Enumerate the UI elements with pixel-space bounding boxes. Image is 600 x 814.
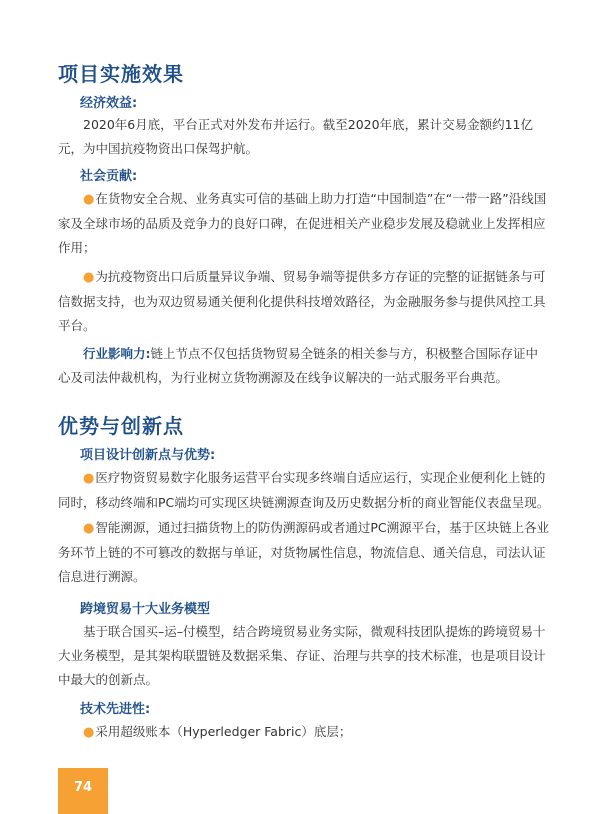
- bullet-text: 医疗物资贸易数字化服务运营平台实现多终端自适应运行，实现企业便利化上链的同时，移动终端和PC端均可实现区块链溯源查询及历史数据分析的商业智能仪表盘呈现。: [58, 470, 550, 510]
- bullet-text: 采用超级账本（Hyperledger Fabric）底层；: [95, 724, 352, 739]
- paragraph-economic-benefit: 2020年6月底，平台正式对外发布并运行。截至2020年底，累计交易金额约11亿元，为中国抗疫物资出口保驾护航。: [58, 117, 533, 156]
- bullet-icon: ●: [83, 521, 95, 536]
- heading-economic-benefit: 经济效益:: [80, 96, 138, 111]
- section-title-project-effects: 项目实施效果: [58, 62, 184, 86]
- section-title-advantages: 优势与创新点: [58, 414, 184, 438]
- bullet-text: 智能溯源，通过扫描货物上的防伪溯源码或者通过PC溯源平台，基于区块链上各业务环节上链的不可篡改的数据与单证，对货物属性信息，物流信息、通关信息，司法认证信息进行溯源。: [58, 520, 550, 584]
- paragraph-industry-influence: [58, 342, 550, 390]
- bullet-item-design-1: [58, 466, 550, 515]
- paragraph-business-models: 基于联合国买–运–付模型，结合跨境贸易业务实际，微观科技团队提炼的跨境贸易十大业务模型，是其架构联盟链及数据采集、存证、治理与共享的技术标准，也是项目设计中最大的创新点。: [58, 624, 546, 687]
- heading-business-models: 跨境贸易十大业务模型: [80, 602, 211, 617]
- bullet-item-social-2: [58, 265, 550, 338]
- bullet-icon: ●: [83, 270, 95, 285]
- industry-influence-text: 链上节点不仅包括货物贸易全链条的相关参与方，积极整合国际存证中心及司法仲裁机构，为行业树立货物溯源及在线争议解决的一站式服务平台典范。: [58, 346, 539, 385]
- bullet-item-design-2: [58, 516, 550, 589]
- heading-social-contribution: 社会贡献:: [80, 169, 138, 184]
- bullet-icon: ●: [83, 725, 95, 740]
- bullet-text: 在货物安全合规、业务真实可信的基础上助力打造“中国制造”在“一带一路”沿线国家及全球市场的品质及竞争力的良好口碑，在促进相关产业稳步发展及稳就业上发挥相应作用；: [58, 191, 547, 255]
- bullet-icon: ●: [83, 192, 95, 207]
- bullet-icon: ●: [83, 471, 95, 486]
- bullet-text: 为抗疫物资出口后质量异议争端、贸易争端等提供多方存证的完整的证据链条与可信数据支持，也为双边贸易通关便利化提供科技增效路径，为金融服务参与提供风控工具平台。: [58, 269, 546, 333]
- heading-design-innovation: 项目设计创新点与优势:: [80, 448, 216, 463]
- page-number-badge: 74: [58, 768, 108, 814]
- heading-industry-influence: 行业影响力:: [83, 346, 151, 361]
- heading-tech-advancement: 技术先进性:: [80, 702, 151, 717]
- bullet-item-tech-1: [58, 720, 550, 745]
- bullet-item-social-1: [58, 187, 550, 260]
